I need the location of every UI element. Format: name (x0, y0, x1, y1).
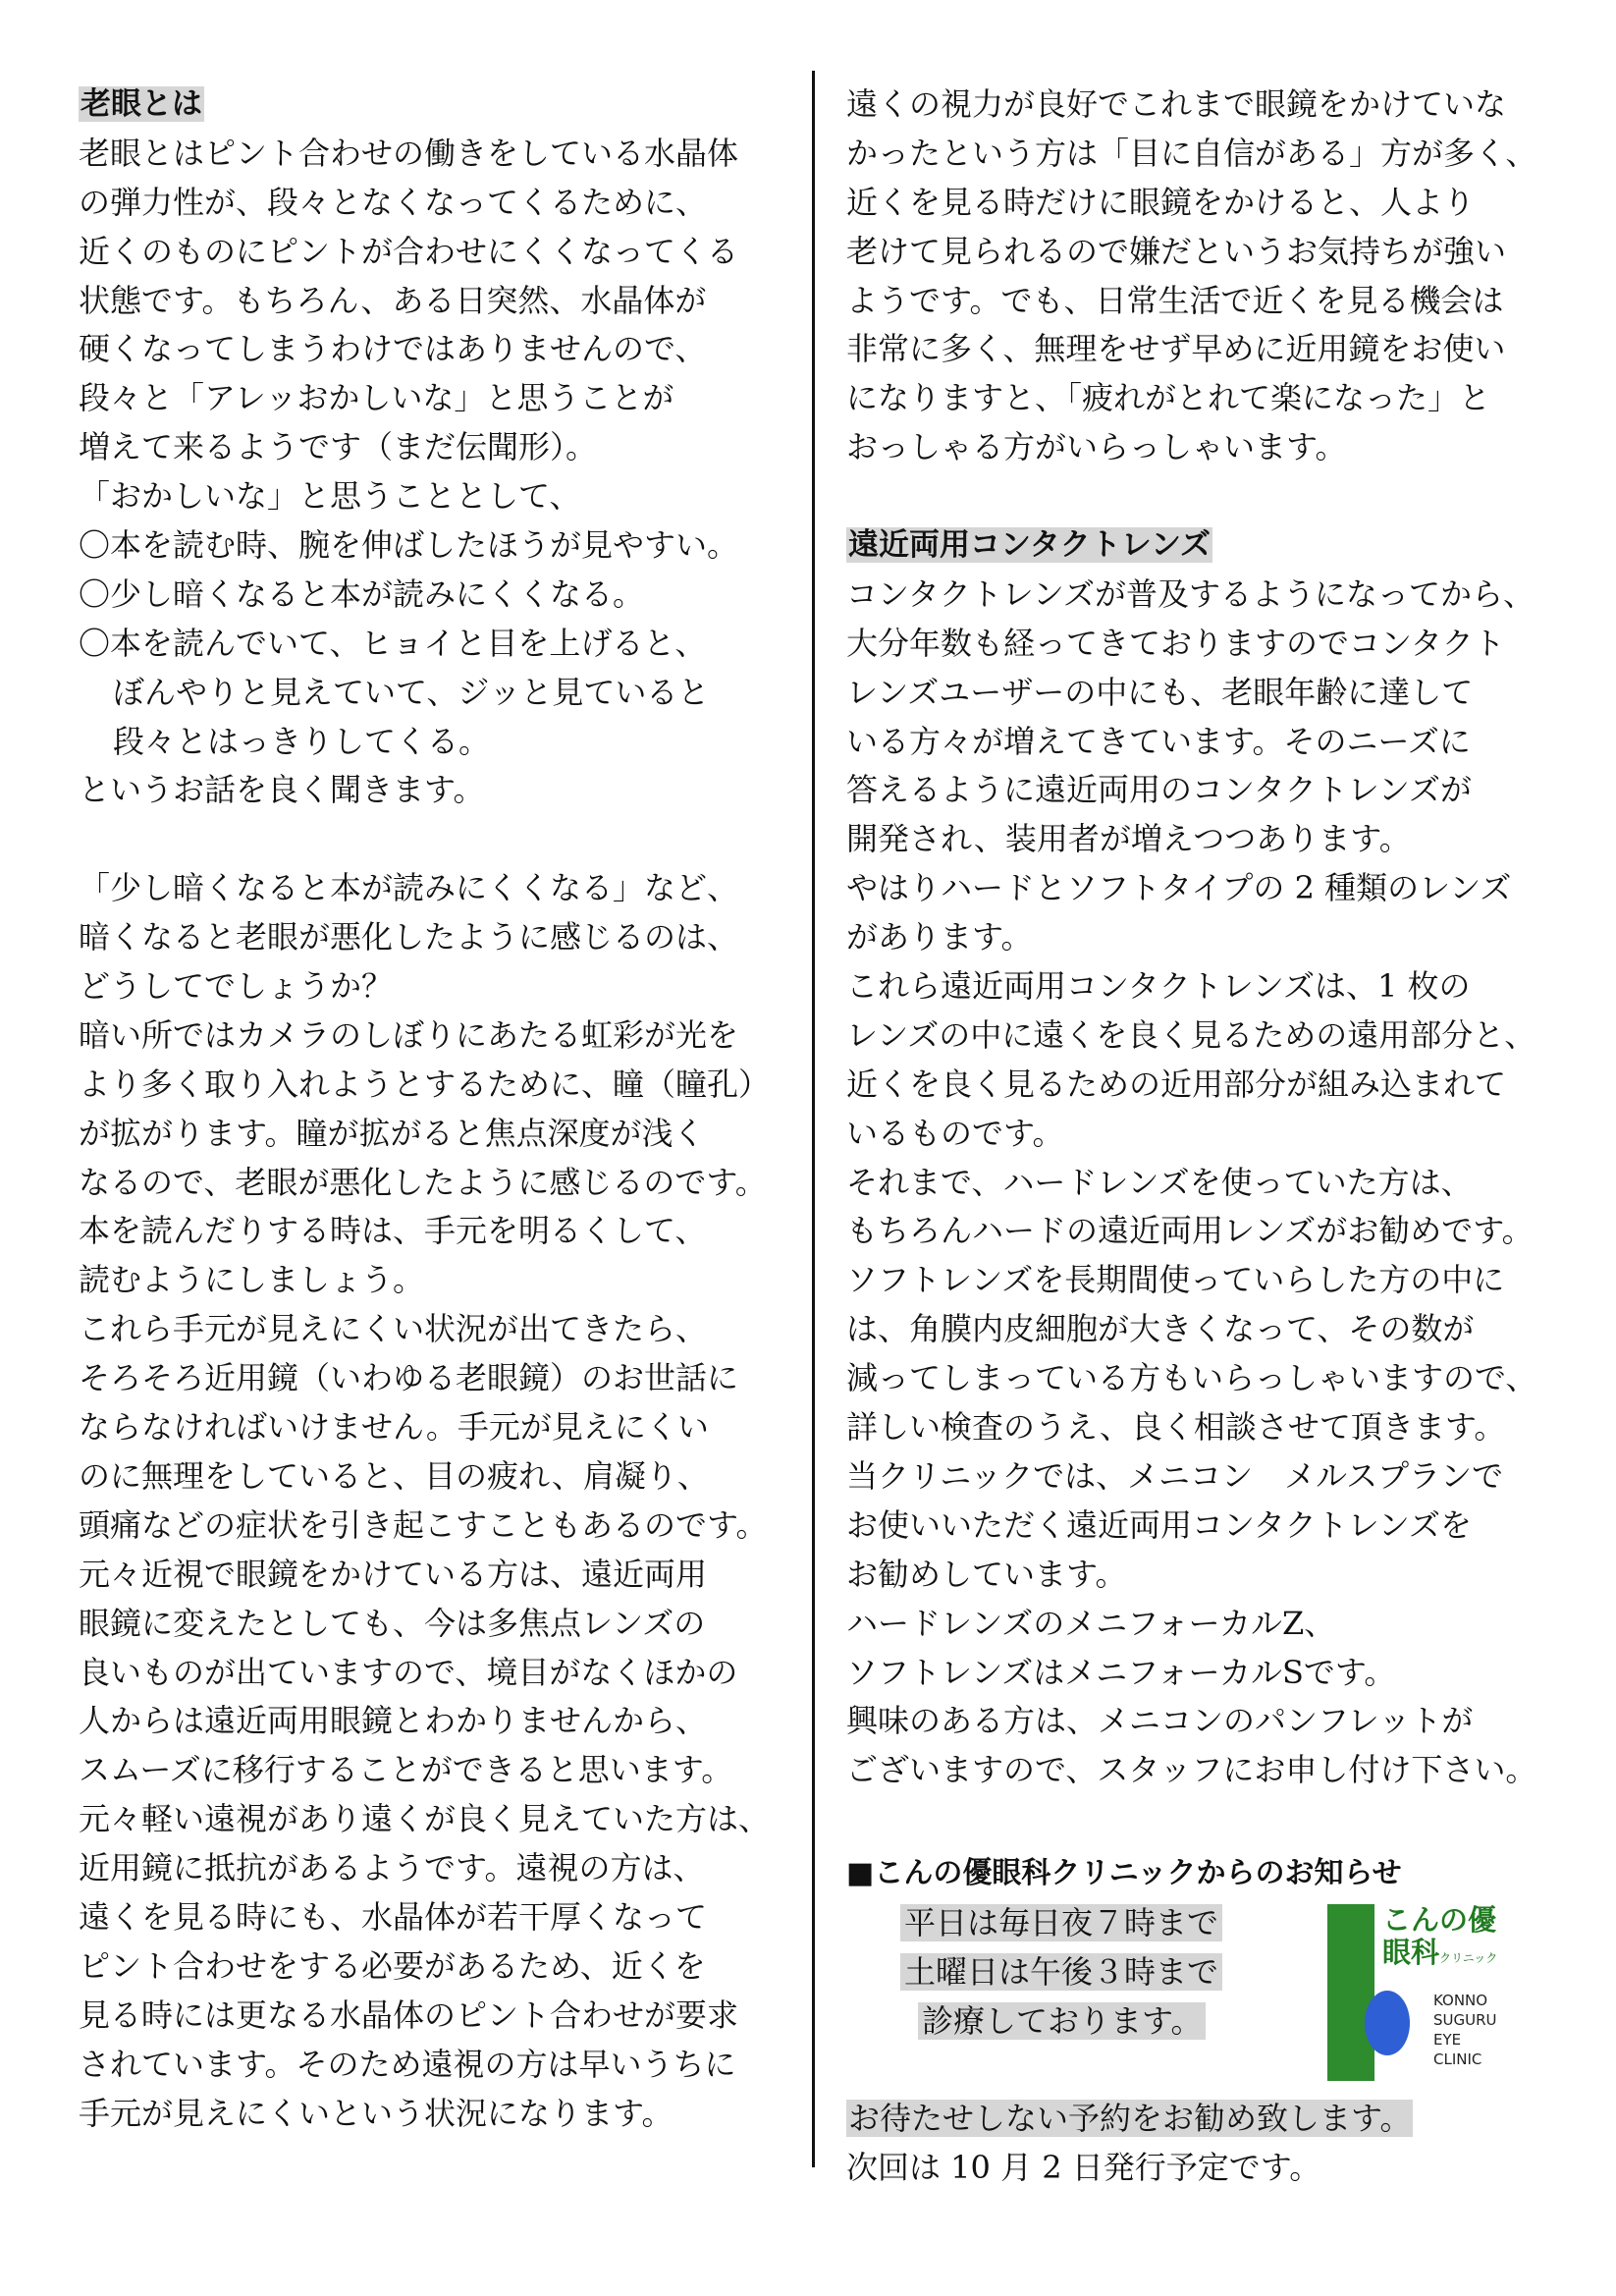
text-line: 状態です。もちろん、ある日突然、水晶体が (79, 281, 707, 319)
text-line: 良いものが出ていますので、境目がなくほかの (79, 1653, 738, 1691)
text-line: 〇少し暗くなると本が読みにくくなる。 (79, 574, 645, 613)
text-line: 頭痛などの症状を引き起こすこともあるのです。 (79, 1505, 768, 1544)
column-divider (812, 71, 815, 2167)
text-line: というお話を良く聞きます。 (79, 771, 485, 809)
text-line: ピント合わせをする必要があるため、近くを (79, 1946, 706, 1985)
text-line: 非常に多く、無理をせず早めに近用鏡をお使い (846, 330, 1506, 368)
right-column (846, 81, 1592, 2193)
text-line: があります。 (846, 918, 1033, 957)
text-line: 暗くなると老眼が悪化したように感じるのは、 (79, 918, 739, 957)
blank-line (846, 472, 1592, 521)
next-issue-note: 次回は 10 月 2 日発行予定です。 (846, 2148, 1321, 2186)
logo-brand-text: こんの優 眼科クリニック (1382, 1902, 1498, 1969)
text-line: いる方々が増えてきています。そのニーズに (846, 722, 1471, 760)
text-line: お使いいただく遠近両用コンタクトレンズを (846, 1505, 1472, 1544)
text-line: 開発され、装用者が増えつつあります。 (846, 820, 1411, 858)
text-line: 〇本を読む時、腕を伸ばしたほうが見やすい。 (79, 526, 739, 565)
text-line: やはりハードとソフトタイプの 2 種類のレンズ (846, 869, 1512, 907)
text-line: 大分年数も経ってきておりますのでコンタクト (846, 624, 1505, 662)
text-line: 遠くの視力が良好でこれまで眼鏡をかけていな (846, 85, 1507, 123)
text-line: ソフトレンズを長期間使っていらした方の中に (846, 1261, 1505, 1299)
text-line: の弾力性が、段々となくなってくるために、 (79, 183, 708, 221)
hours-note: 診療しております。 (900, 1996, 1222, 2046)
text-line: 近くを良く見るための近用部分が組み込まれて (846, 1065, 1507, 1103)
text-line: おっしゃる方がいらっしゃいます。 (846, 428, 1347, 466)
text-line: 遠くを見る時にも、水晶体が若干厚くなって (79, 1897, 708, 1936)
hours-weekday: 平日は毎日夜７時まで (900, 1898, 1222, 1947)
text-line: 本を読んだりする時は、手元を明るくして、 (79, 1212, 707, 1250)
text-line: 段々とはっきりしてくる。 (113, 722, 491, 760)
text-line: 近くのものにピントが合わせにくくなってくる (79, 232, 739, 270)
text-line: スムーズに移行することができると思います。 (79, 1751, 733, 1789)
text-line: どうしてでしょうか？ (79, 967, 394, 1006)
text-line: 「おかしいな」と思うこととして、 (79, 477, 581, 516)
text-line: かったという方は「目に自信がある」方が多く、 (846, 134, 1537, 172)
logo-blue-oval (1365, 1991, 1410, 2055)
logo-english-text: KONNO SUGURU EYE CLINIC (1433, 1991, 1497, 2068)
text-line: 元々近視で眼鏡をかけている方は、遠近両用 (79, 1555, 708, 1593)
clinic-logo (1327, 1904, 1500, 2081)
section-heading-bifocal-contacts: 遠近両用コンタクトレンズ (848, 527, 1212, 564)
text-line: ソフトレンズはメニフォーカルSです。 (846, 1653, 1396, 1691)
text-line: 老眼とはピント合わせの働きをしている水晶体 (79, 134, 739, 172)
text-line: それまで、ハードレンズを使っていた方は、 (846, 1163, 1473, 1201)
text-line: レンズユーザーの中にも、老眼年齢に達して (846, 673, 1474, 711)
text-line: そろそろ近用鏡（いわゆる老眼鏡）のお世話に (79, 1359, 739, 1397)
text-line: 詳しい検査のうえ、良く相談させて頂きます。 (846, 1408, 1506, 1447)
text-line: 増えて来るようです（まだ伝聞形）。 (79, 428, 598, 466)
text-line: 答えるように遠近両用のコンタクトレンズが (846, 771, 1472, 809)
text-line: になりますと、「疲れがとれて楽になった」と (846, 379, 1491, 417)
text-line: 老けて見られるので嫌だというお気持ちが強い (846, 232, 1507, 270)
text-line: ぼんやりと見えていて、ジッと見ていると (113, 673, 710, 711)
reservation-note: お待たせしない予約をお勧め致します。 (848, 2099, 1412, 2137)
text-line: 〇本を読んでいて、ヒョイと目を上げると、 (79, 624, 707, 662)
text-line: もちろんハードの遠近両用レンズがお勧めです。 (846, 1212, 1534, 1250)
hours-saturday: 土曜日は午後３時まで (900, 1947, 1222, 1996)
left-column (79, 81, 805, 2138)
text-line: 当クリニックでは、メニコン メルスプランで (846, 1456, 1504, 1495)
text-line: 元々軽い遠視があり遠くが良く見えていた方は、 (79, 1800, 771, 1838)
text-line: ございますので、スタッフにお申し付け下さい。 (846, 1751, 1537, 1789)
text-line: いるものです。 (846, 1114, 1064, 1152)
text-line (79, 815, 805, 864)
text-line: 手元が見えにくいという状況になります。 (79, 2094, 673, 2132)
text-line: されています。そのため遠視の方は早いうちに (79, 2045, 736, 2083)
text-line: コンタクトレンズが普及するようになってから、 (846, 574, 1535, 613)
text-line: 暗い所ではカメラのしぼりにあたる虹彩が光を (79, 1015, 739, 1054)
logo-green-bar (1327, 1904, 1374, 2081)
text-line: 近くを見る時だけに眼鏡をかけると、人より (846, 183, 1476, 221)
text-line: 減ってしまっている方もいらっしゃいますので、 (846, 1359, 1537, 1397)
notice-block (846, 1898, 1592, 2095)
text-line: 硬くなってしまうわけではありませんので、 (79, 330, 707, 368)
office-hours (900, 1898, 1222, 2046)
text-line: より多く取り入れようとするために、瞳（瞳孔） (79, 1065, 771, 1103)
text-line: なるので、老眼が悪化したように感じるのです。 (79, 1163, 767, 1201)
text-line: レンズの中に遠くを良く見るための遠用部分と、 (846, 1015, 1536, 1054)
text-line: 「少し暗くなると本が読みにくくなる」など、 (79, 869, 739, 907)
left-body-text (79, 130, 805, 2139)
text-line: 読むようにしましょう。 (79, 1261, 425, 1299)
text-line: 眼鏡に変えたとしても、今は多焦点レンズの (79, 1604, 706, 1642)
text-line: ようです。でも、日常生活で近くを見る機会は (846, 281, 1504, 319)
text-line: 興味のある方は、メニコンのパンフレットが (846, 1702, 1474, 1740)
notice-title: ■こんの優眼科クリニックからのお知らせ (846, 1856, 1402, 1891)
text-line: は、角膜内皮細胞が大きくなって、その数が (846, 1310, 1475, 1348)
text-line: これら遠近両用コンタクトレンズは、1 枚の (846, 967, 1471, 1006)
right-intro-text (846, 81, 1592, 472)
text-line: ハードレンズのメニフォーカルZ、 (846, 1604, 1336, 1642)
text-line: 人からは遠近両用眼鏡とわかりませんから、 (79, 1702, 708, 1740)
blank-line (846, 1795, 1592, 1844)
text-line: これら手元が見えにくい状況が出てきたら、 (79, 1310, 708, 1348)
text-line: が拡がります。瞳が拡がると焦点深度が浅く (79, 1114, 705, 1152)
text-line: 見る時には更なる水晶体のピント合わせが要求 (79, 1995, 739, 2034)
right-body-text (846, 571, 1592, 1795)
text-line: 近用鏡に抵抗があるようです。遠視の方は、 (79, 1849, 705, 1887)
text-line: のに無理をしていると、目の疲れ、肩凝り、 (79, 1456, 709, 1495)
section-heading-presbyopia: 老眼とは (81, 86, 202, 122)
text-line: 段々と「アレッおかしいな」と思うことが (79, 379, 674, 417)
text-line: お勧めしています。 (846, 1555, 1127, 1593)
text-line: ならなければいけません。手元が見えにくい (79, 1408, 709, 1447)
